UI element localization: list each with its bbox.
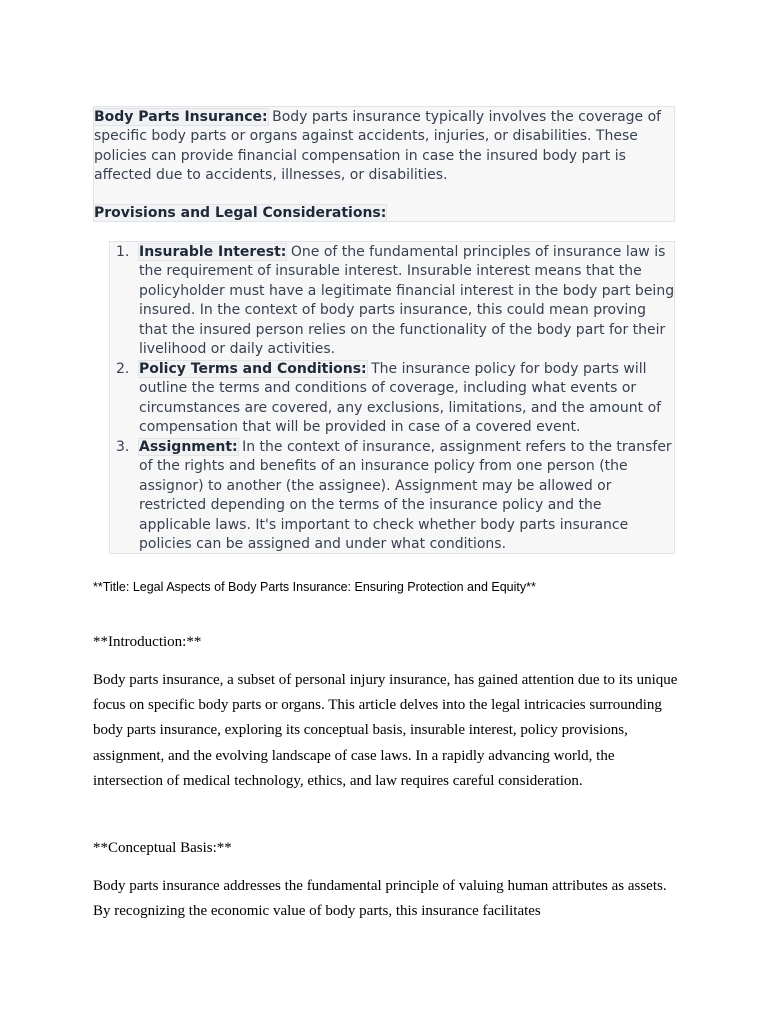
list-item-label: Assignment: — [139, 439, 238, 455]
list-item-number: 3. — [116, 439, 130, 455]
provisions-heading-paragraph — [94, 204, 386, 223]
provisions-list — [109, 241, 675, 554]
list-item-label: Insurable Interest: — [139, 244, 287, 260]
conceptual-basis-heading: **Conceptual Basis:** — [93, 840, 232, 856]
body-parts-insurance-paragraph — [94, 108, 676, 186]
list-item-text — [139, 438, 675, 554]
pasted-intro-block — [93, 106, 675, 222]
introduction-paragraph: Body parts insurance, a subset of personal injury insurance, has gained attention due to its unique focus on specific body parts or organs. This article delves into the legal intricacies surrounding body parts insurance, exploring its conceptual basis, insurable interest, policy provisions, assignment, and the evolving landscape of case laws. In a rapidly advancing world, the intersection of medical technology, ethics, and law requires careful consideration. — [93, 672, 678, 789]
introduction-heading: **Introduction:** — [93, 634, 202, 650]
body-parts-insurance-label: Body Parts Insurance: — [94, 109, 268, 125]
list-item-body: The insurance policy for body parts will outline the terms and conditions of coverage, including what events or circumstances are covered, any exclusions, limitations, and the amount of compensation that will be provided in case of a covered event. — [139, 361, 662, 436]
list-item-text — [139, 243, 675, 359]
article-title-line: **Title: Legal Aspects of Body Parts Insurance: Ensuring Protection and Equity** — [93, 580, 536, 594]
list-item-number: 2. — [116, 361, 130, 377]
body-parts-insurance-text: Body parts insurance typically involves the coverage of specific body parts or organs against accidents, injuries, or disabilities. These policies can provide financial compensation in case the insured body part is affected due to accidents, illnesses, or disabilities. — [94, 109, 662, 184]
list-item-body: In the context of insurance, assignment refers to the transfer of the rights and benefits of an insurance policy from one person (the assignor) to another (the assignee). Assignment may be allowed or restricted depending on the terms of the insurance policy and the applicable laws. It's important to check whether body parts insurance policies can be assigned and under what conditions. — [139, 439, 672, 553]
list-item-text — [139, 360, 675, 438]
list-item-number: 1. — [116, 244, 130, 260]
list-item-body: One of the fundamental principles of insurance law is the requirement of insurable interest. Insurable interest means that the policyholder must have a legitimate financial interest in the body part being insured. In the context of body parts insurance, this could mean proving that the insured person relies on the functionality of the body part for their livelihood or daily activities. — [139, 244, 675, 358]
provisions-heading: Provisions and Legal Considerations: — [94, 205, 387, 221]
conceptual-basis-paragraph: Body parts insurance addresses the fundamental principle of valuing human attributes as assets. By recognizing the economic value of body parts, this insurance facilitates — [93, 878, 667, 920]
list-item-label: Policy Terms and Conditions: — [139, 361, 367, 377]
